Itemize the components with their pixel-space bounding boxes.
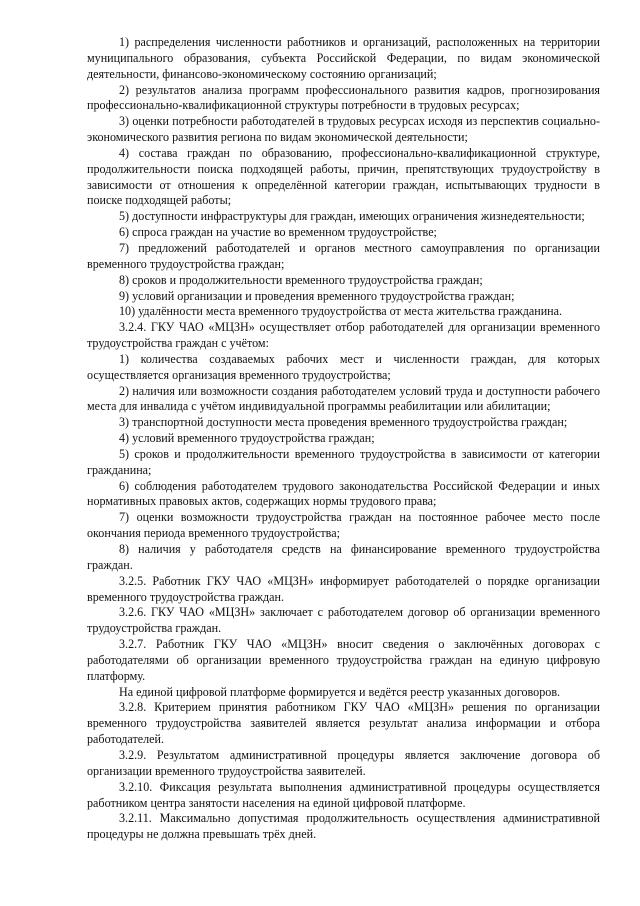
document-page [87,35,600,843]
paragraph: 5) сроков и продолжительности временного трудоустройства в зависимости от категории гражданина; [87,446,600,477]
paragraph: 1) количества создаваемых рабочих мест и численности граждан, для которых осуществляется организация временного трудоустройства; [87,351,600,382]
paragraph: 3.2.7. Работник ГКУ ЧАО «МЦЗН» вносит сведения о заключённых договорах с работодателями об организации временного трудоустройства граждан на единую цифровую платформу. [87,637,600,683]
paragraph: 6) спроса граждан на участие во временном трудоустройстве; [119,225,437,240]
paragraph: 7) предложений работодателей и органов местного самоуправления по организации временного трудоустройства граждан; [87,240,600,271]
paragraph: 9) условий организации и проведения временного трудоустройства граждан; [119,288,515,303]
paragraph: 6) соблюдения работодателем трудового законодательства Российской Федерации и иных нормативных правовых актов, содержащих нормы трудового права; [87,478,600,509]
paragraph: 8) наличия у работодателя средств на финансирование временного трудоустройства граждан. [87,542,600,572]
paragraph: 3.2.6. ГКУ ЧАО «МЦЗН» заключает с работодателем договор об организации временного трудоустройства граждан. [87,605,600,636]
paragraph: 3.2.5. Работник ГКУ ЧАО «МЦЗН» информирует работодателей о порядке организации временного трудоустройства граждан. [87,573,600,604]
paragraph: 4) условий временного трудоустройства граждан; [119,431,375,446]
paragraph: 3.2.11. Максимально допустимая продолжительность осуществления административной процедуры не должна превышать трёх дней. [87,811,600,842]
paragraph: 4) состава граждан по образованию, профессионально-квалификационной структуре, продолжительности поиска подходящей работы, причин, препятствующих трудоустройству в зависимости от отношения к определённой категории граждан, испытывающих трудности в поиске подходящей работы; [87,145,600,208]
paragraph: 3.2.9. Результатом административной процедуры является заключение договора об организации временного трудоустройства заявителей. [87,747,600,778]
paragraph: 10) удалённости места временного трудоустройства от места жительства гражданина. [119,304,563,319]
paragraph: 2) результатов анализа программ профессионального развития кадров, прогнозирования профессионально-квалификационной структуры потребности в трудовых ресурсах; [87,82,600,113]
paragraph: 3) оценки потребности работодателей в трудовых ресурсах исходя из перспектив социально-экономического развития региона по видам экономической деятельности; [87,114,600,145]
paragraph: 3.2.4. ГКУ ЧАО «МЦЗН» осуществляет отбор работодателей для организации временного трудоустройства граждан с учётом: [87,320,600,351]
paragraph: 7) оценки возможности трудоустройства граждан на постоянное рабочее место после окончания периода временного трудоустройства; [87,510,600,541]
paragraph: 2) наличия или возможности создания работодателем условий труда и доступности рабочего места для инвалида с учётом индивидуальной программы реабилитации или абилитации; [87,383,600,414]
paragraph: 1) распределения численности работников и организаций, расположенных на территории муниципального образования, субъекта Российской Федерации, по видам экономической деятельности, финансово-экономическому состоянию организаций; [87,35,600,81]
paragraph: 3.2.8. Критерием принятия работником ГКУ ЧАО «МЦЗН» решения по организации временного трудоустройства заявителей является результат анализа информации и отбора работодателей. [87,700,600,747]
paragraph: 3.2.10. Фиксация результата выполнения административной процедуры осуществляется работником центра занятости населения на единой цифровой платформе. [87,779,600,810]
paragraph: На единой цифровой платформе формируется и ведётся реестр указанных договоров. [119,684,561,699]
paragraph: 3) транспортной доступности места проведения временного трудоустройства граждан; [119,415,568,430]
paragraph: 8) сроков и продолжительности временного трудоустройства граждан; [119,272,483,287]
paragraph: 5) доступности инфраструктуры для граждан, имеющих ограничения жизнедеятельности; [119,209,585,224]
